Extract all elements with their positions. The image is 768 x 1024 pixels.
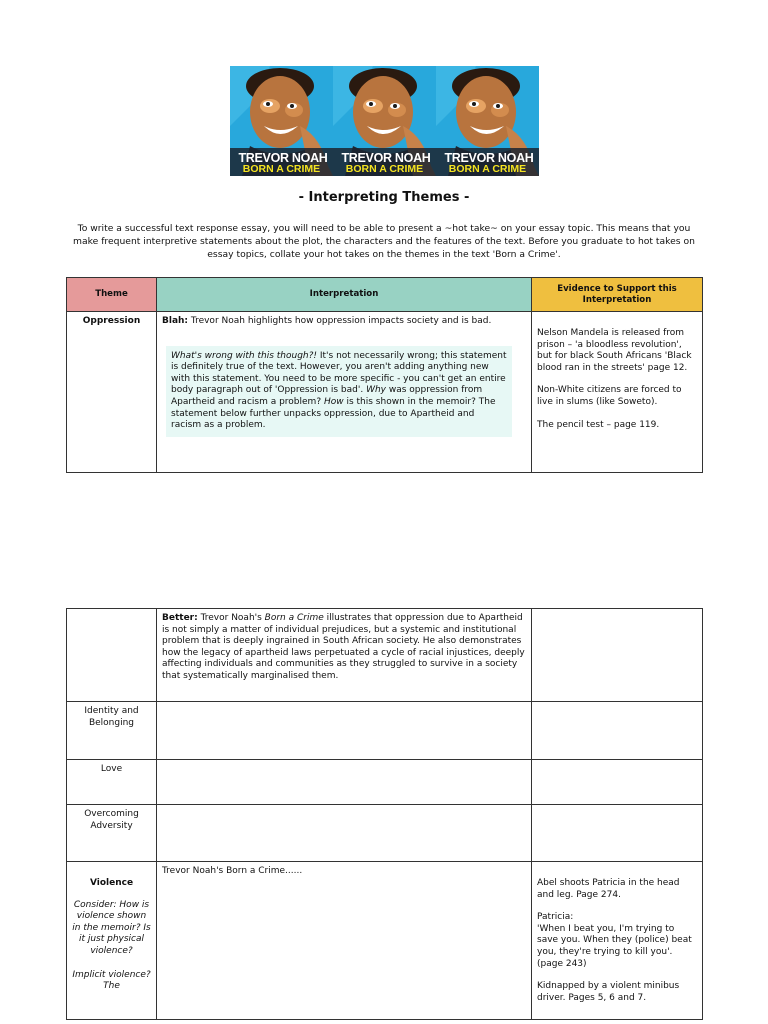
- table-row-love: [67, 760, 703, 805]
- evidence-item: The pencil test – page 119.: [537, 419, 660, 430]
- interpretation-cell: [157, 760, 532, 805]
- theme-identity: Identity and Belonging: [67, 702, 157, 760]
- theme-adversity: Overcoming Adversity: [67, 805, 157, 862]
- evidence-item: Kidnapped by a violent minibus driver. Pages 5, 6 and 7.: [537, 981, 680, 1003]
- evidence-item: Nelson Mandela is released from prison – 'a bloodless revolution', but for black South Africans 'Black blood ran in the streets' page 12.: [537, 328, 692, 373]
- blah-label: Blah:: [162, 316, 189, 326]
- interpretation-cell: [157, 702, 532, 760]
- evidence-cell: [532, 702, 703, 760]
- table-row-adversity: [67, 805, 703, 862]
- interpretation-better: Better: Trevor Noah's Born a Crime illustrates that oppression due to Apartheid is not simply a matter of individual prejudices, but a systemic and institutional problem that is deeply ingrained in South African society. He also demonstrates how the legacy of apartheid laws perpetuated a cycle of racial injustices, deeply affecting individuals and communities as they struggled to survive in a society that systematically marginalised them.: [157, 609, 532, 702]
- table-row-oppression: [67, 312, 703, 473]
- themes-table-2: [66, 608, 703, 1020]
- evidence-item: 'When I beat you, I'm trying to save you. When they (police) beat you, they're trying to kill you'. (page 243): [537, 923, 692, 969]
- cover-subtitle: BORN A CRIME: [448, 163, 527, 175]
- book-cover-strip: [230, 66, 538, 176]
- page-title: - Interpreting Themes -: [298, 190, 470, 205]
- interpretation-violence: Trevor Noah's Born a Crime......: [157, 862, 532, 1020]
- evidence-cell: [532, 805, 703, 862]
- theme-love: Love: [67, 760, 157, 805]
- cover-title: TREVOR NOAH: [341, 151, 431, 165]
- book-cover-2: [333, 66, 436, 176]
- interpretation-cell: [157, 805, 532, 862]
- book-cover-1: [230, 66, 333, 176]
- header-theme: Theme: [67, 278, 157, 312]
- evidence-item: Patricia:: [537, 912, 574, 923]
- table-row-violence: [67, 862, 703, 1020]
- interpretation-oppression: [157, 312, 532, 473]
- table-header-row: [67, 278, 703, 312]
- evidence-cell: [532, 760, 703, 805]
- intro-paragraph: To write a successful text response essay, you will need to be able to present a ~hot take~ on your essay topic. This means that you make frequent interpretive statements about the plot, the characters and the features of the text. Before you graduate to hot takes on essay topics, collate your hot takes on the themes in the text 'Born a Crime'.: [73, 223, 695, 260]
- theme-oppression: Oppression: [67, 312, 157, 473]
- evidence-item: Non-White citizens are forced to live in slums (like Soweto).: [537, 385, 682, 407]
- cover-subtitle: BORN A CRIME: [242, 163, 321, 175]
- book-cover-3: [436, 66, 539, 176]
- table-row-better: [67, 609, 703, 702]
- callout-box: What's wrong with this though?! It's not necessarily wrong; this statement is definitely true of the text. However, you aren't adding anything new with this statement. You need to be more specific - you can't get an entire body paragraph out of 'Oppression is bad'. Why was oppression from Apartheid and racism a problem? How is this shown in the memoir? The statement below further unpacks oppression, due to Apartheid and racism as a problem.: [166, 346, 512, 437]
- evidence-violence: [532, 862, 703, 1020]
- evidence-item: Abel shoots Patricia in the head and leg. Page 274.: [537, 878, 680, 900]
- evidence-oppression: [532, 312, 703, 473]
- table-row-identity: [67, 702, 703, 760]
- cover-title: TREVOR NOAH: [444, 151, 534, 165]
- header-evidence: Evidence to Support this Interpretation: [532, 278, 703, 312]
- evidence-empty: [532, 609, 703, 702]
- theme-violence: Violence Consider: How is violence shown in the memoir? Is it just physical violence? Implicit violence? The: [67, 862, 157, 1020]
- cover-title: TREVOR NOAH: [238, 151, 328, 165]
- themes-table-1: [66, 277, 703, 473]
- theme-empty: [67, 609, 157, 702]
- header-interpretation: Interpretation: [157, 278, 532, 312]
- blah-text: Trevor Noah highlights how oppression impacts society and is bad.: [188, 316, 492, 326]
- cover-subtitle: BORN A CRIME: [345, 163, 424, 175]
